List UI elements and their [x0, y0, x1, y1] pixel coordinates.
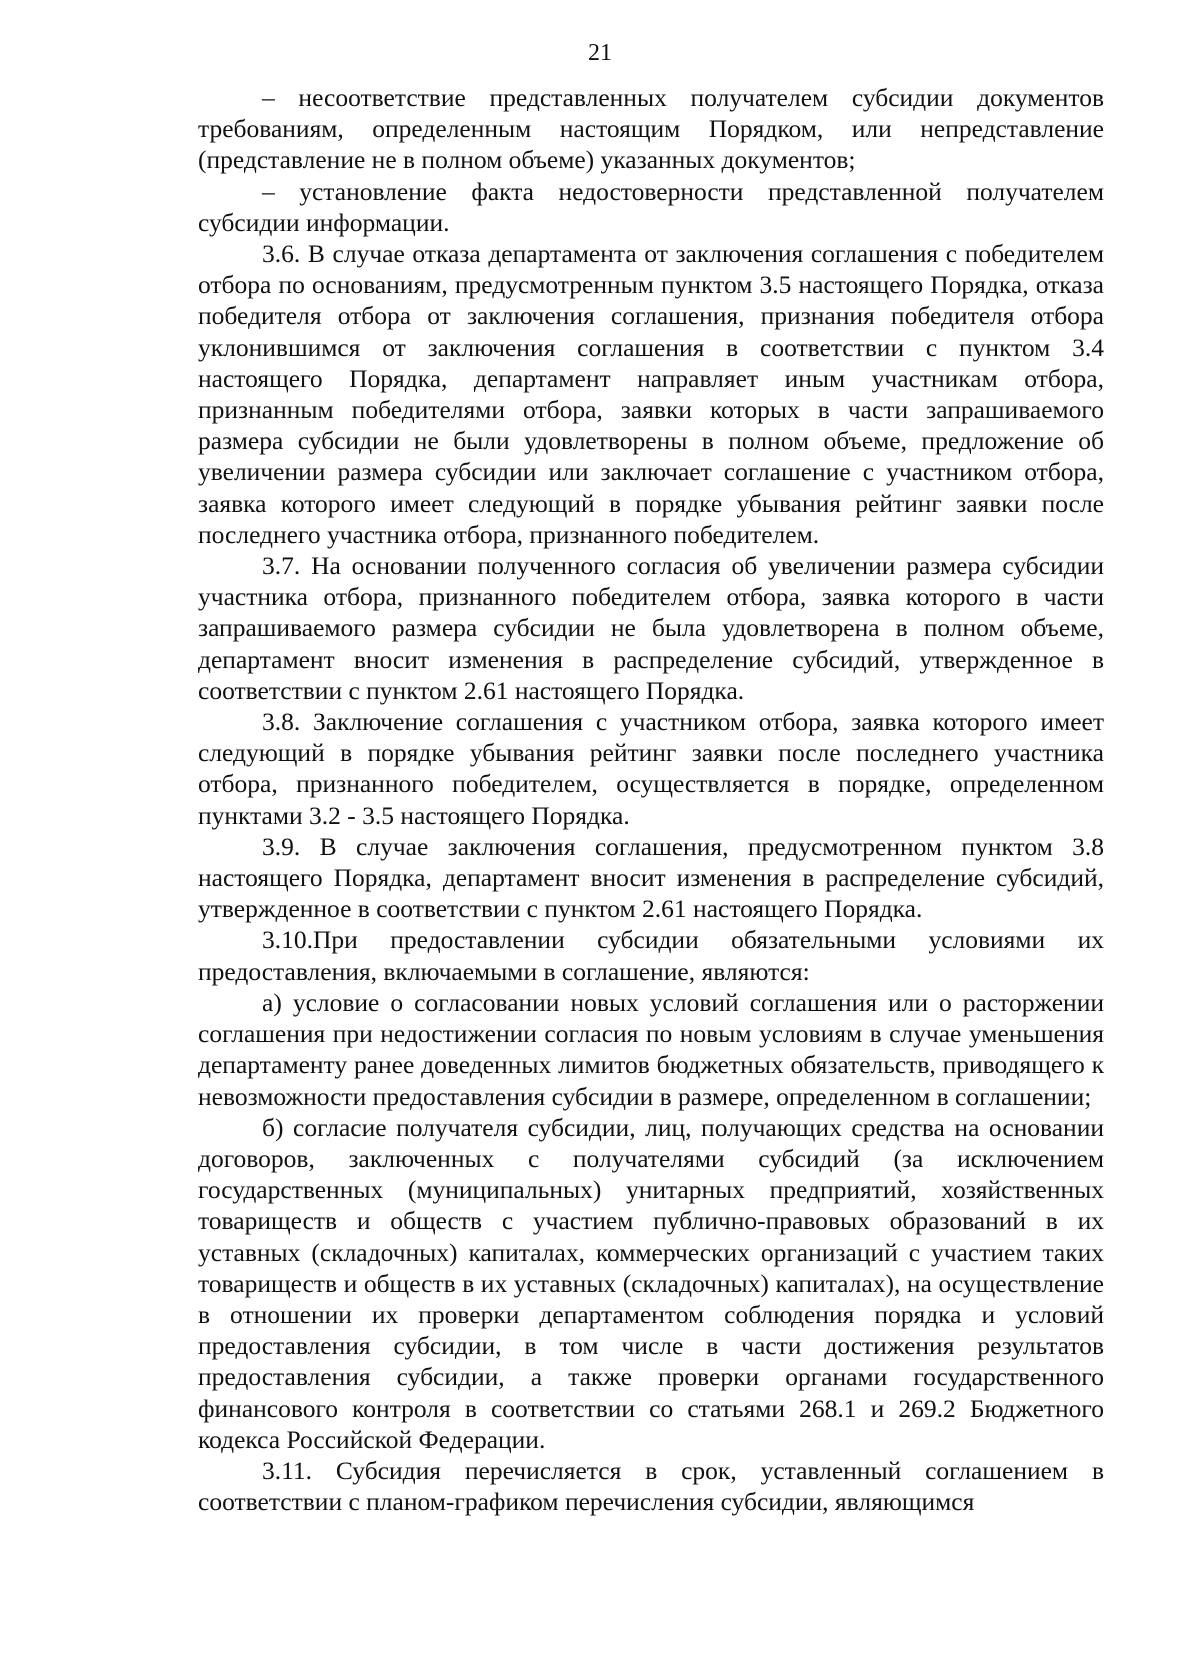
paragraph-3-10: 3.10.При предоставлении субсидии обязательными условиями их предоставления, включаемыми в соглашение, являются:: [198, 925, 1104, 986]
paragraph-dash-1: – несоответствие представленных получателем субсидии документов требованиям, определенным настоящим Порядком, или непредставление (представление не в полном объеме) указанных документов;: [198, 83, 1104, 175]
paragraph-3-10-b: б) согласие получателя субсидии, лиц, получающих средства на основании договоров, заключенных с получателями субсидий (за исключением государственных (муниципальных) унитарных предприятий, хозяйственных товариществ и обществ с участием публично-правовых образований в их уставных (складочных) капиталах, коммерческих организаций с участием таких товариществ и обществ в их уставных (складочных) капиталах), на осуществление в отношении их проверки департаментом соблюдения порядка и условий предоставления субсидии, в том числе в части достижения результатов предоставления субсидии, а также проверки органами государственного финансового контроля в соответствии со статьями 268.1 и 269.2 Бюджетного кодекса Российской Федерации.: [198, 1112, 1104, 1454]
document-body: [198, 82, 1104, 1517]
paragraph-3-9: 3.9. В случае заключения соглашения, предусмотренном пунктом 3.8 настоящего Порядка, департамент вносит изменения в распределение субсидий, утвержденное в соответствии с пунктом 2.61 настоящего Порядка.: [198, 831, 1104, 924]
paragraph-3-7: 3.7. На основании полученного согласия об увеличении размера субсидии участника отбора, признанного победителем отбора, заявка которого в части запрашиваемого размера субсидии не была удовлетворена в полном объеме, департамент вносит изменения в распределение субсидий, утвержденное в соответствии с пунктом 2.61 настоящего Порядка.: [198, 551, 1104, 705]
paragraph-dash-2: – установление факта недостоверности представленной получателем субсидии информации.: [198, 176, 1104, 237]
paragraph-3-8: 3.8. Заключение соглашения с участником отбора, заявка которого имеет следующий в порядке убывания рейтинг заявки после последнего участника отбора, признанного победителем, осуществляется в порядке, определенном пунктами 3.2 - 3.5 настоящего Порядка.: [198, 707, 1104, 830]
paragraph-3-11: 3.11. Субсидия перечисляется в срок, уставленный соглашением в соответствии с планом-графиком перечисления субсидии, являющимся: [198, 1455, 1104, 1517]
page-number: 21: [588, 40, 612, 66]
paragraph-3-10-a: а) условие о согласовании новых условий соглашения или о расторжении соглашения при недостижении согласия по новым условиям в случае уменьшения департаменту ранее доведенных лимитов бюджетных обязательств, приводящего к невозможности предоставления субсидии в размере, определенном в соглашении;: [198, 987, 1104, 1111]
paragraph-3-6: 3.6. В случае отказа департамента от заключения соглашения с победителем отбора по основаниям, предусмотренным пунктом 3.5 настоящего Порядка, отказа победителя отбора от заключения соглашения, признания победителя отбора уклонившимся от заключения соглашения в соответствии с пунктом 3.4 настоящего Порядка, департамент направляет иным участникам отбора, признанным победителями отбора, заявки которых в части запрашиваемого размера субсидии не были удовлетворены в полном объеме, предложение об увеличении размера субсидии или заключает соглашение с участником отбора, заявка которого имеет следующий в порядке убывания рейтинг заявки после последнего участника отбора, признанного победителем.: [198, 239, 1104, 549]
